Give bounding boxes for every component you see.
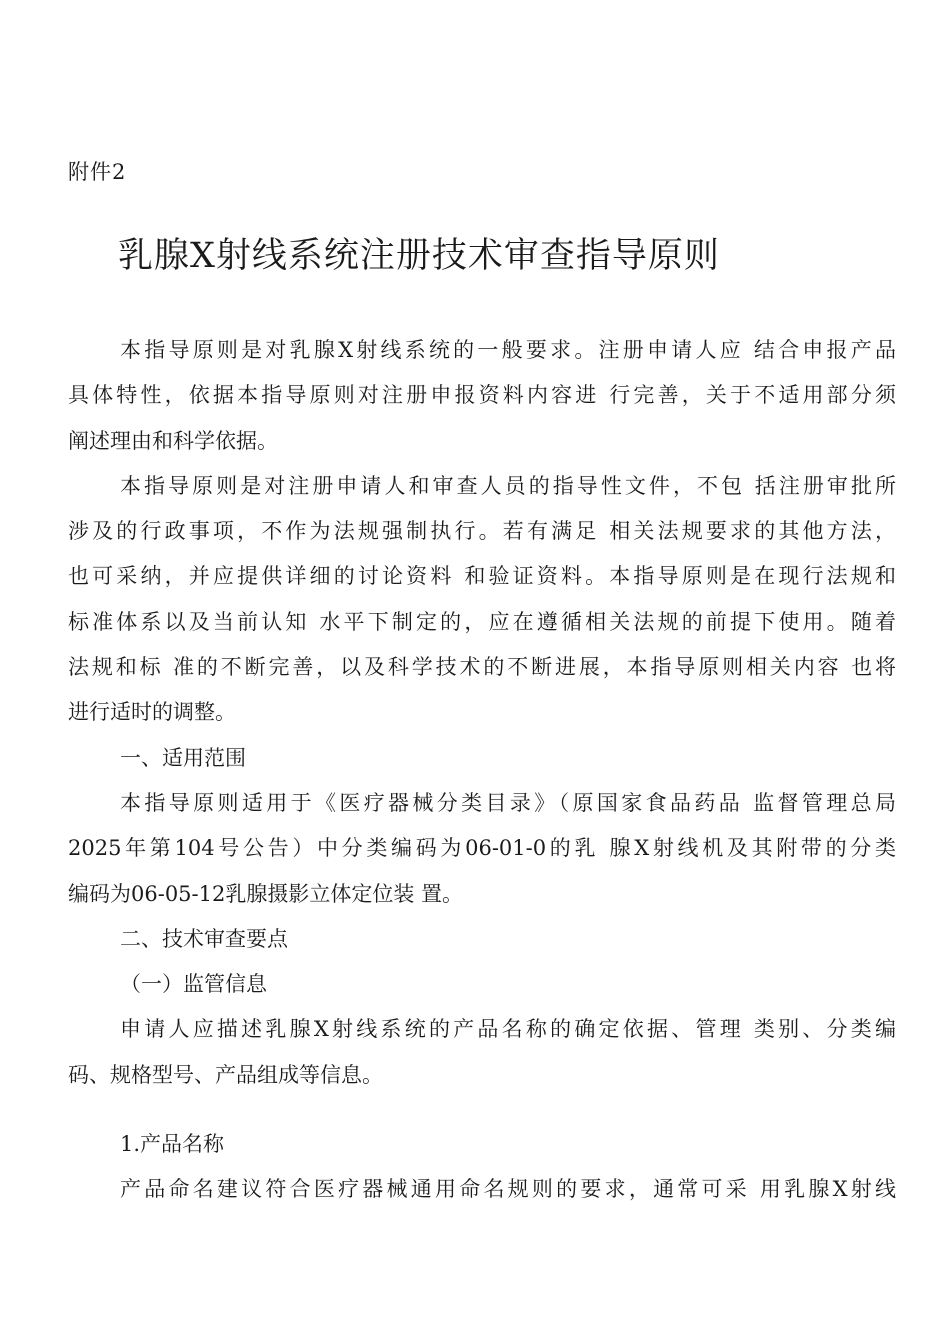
attachment-label: 附件2 <box>68 160 127 184</box>
paragraph-line: 本指导原则是对乳腺X射线系统的一般要求。注册申请人应 结合申报产品 <box>120 338 896 362</box>
paragraph-line: 进行适时的调整。 <box>68 700 236 725</box>
paragraph-line: 涉及的行政事项，不作为法规强制执行。若有满足 相关法规要求的其他方法， <box>68 519 896 544</box>
paragraph-line: 也可采纳，并应提供详细的讨论资料 和验证资料。本指导原则是在现行法规和 <box>68 564 896 589</box>
paragraph-line: 本指导原则适用于《医疗器械分类目录》（原国家食品药品 监督管理总局 <box>120 790 896 815</box>
paragraph-line: 本指导原则是对注册申请人和审查人员的指导性文件，不包 括注册审批所 <box>120 473 896 498</box>
paragraph-line: 申请人应描述乳腺X射线系统的产品名称的确定依据、管理 类别、分类编 <box>120 1017 896 1042</box>
paragraph-line: 标准体系以及当前认知 水平下制定的，应在遵循相关法规的前提下使用。随着 <box>68 609 896 634</box>
paragraph-line: 法规和标 准的不断完善，以及科学技术的不断进展，本指导原则相关内容 也将 <box>68 655 896 680</box>
subsection-heading: （一）监管信息 <box>120 972 267 997</box>
paragraph-line: 2025年第104号公告）中分类编码为06-01-0的乳 腺X射线机及其附带的分类 <box>68 836 896 861</box>
document-title: 乳腺X射线系统注册技术审查指导原则 <box>118 236 720 276</box>
paragraph-line: 编码为06-05-12乳腺摄影立体定位装 置。 <box>68 881 464 906</box>
section-heading: 一、适用范围 <box>120 745 246 770</box>
spacer <box>68 1098 896 1122</box>
paragraph-line: 码、规格型号、产品组成等信息。 <box>68 1062 383 1087</box>
document-body <box>68 328 896 1213</box>
section-heading: 二、技术审查要点 <box>120 926 288 951</box>
paragraph-line: 产品命名建议符合医疗器械通用命名规则的要求，通常可采 用乳腺X射线 <box>120 1177 896 1202</box>
item-heading: 1.产品名称 <box>120 1132 225 1157</box>
paragraph-line: 阐述理由和科学依据。 <box>68 428 278 453</box>
paragraph-line: 具体特性，依据本指导原则对注册申报资料内容进 行完善，关于不适用部分须 <box>68 383 896 408</box>
